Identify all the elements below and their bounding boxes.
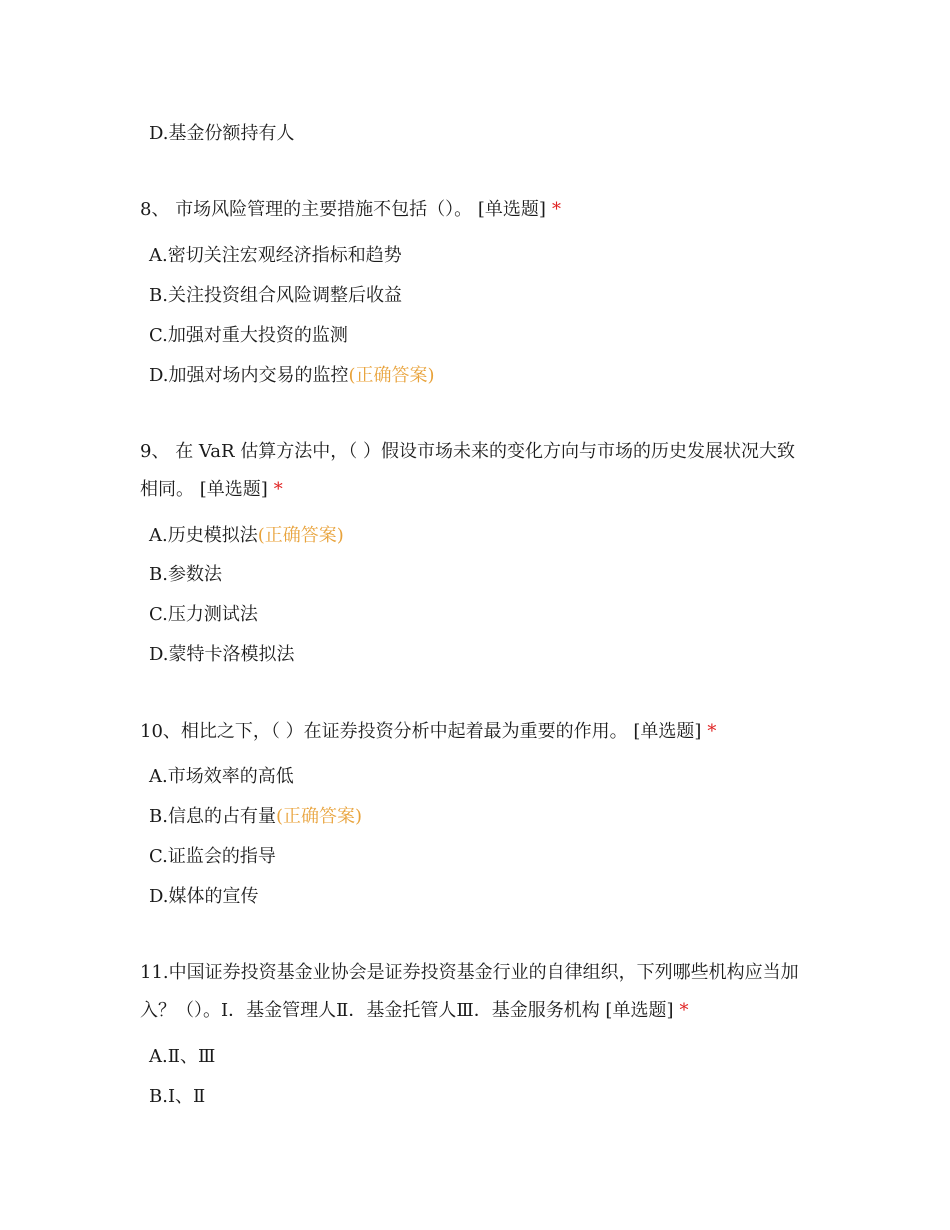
- option-q11-b[interactable]: [149, 1085, 205, 1109]
- option-q8-b[interactable]: [149, 284, 402, 308]
- option-label: D.媒体的宣传: [149, 886, 259, 907]
- question-type: [单选题]: [472, 199, 546, 220]
- question-9-title: [140, 433, 810, 509]
- question-number: 9、: [140, 441, 176, 462]
- option-label: D.蒙特卡洛模拟法: [149, 644, 295, 665]
- required-marker: *: [551, 199, 561, 220]
- question-type: [单选题]: [599, 1000, 674, 1021]
- option-label: B.信息的占有量: [149, 806, 276, 827]
- question-type: [单选题]: [627, 721, 702, 742]
- option-q9-c[interactable]: [149, 603, 258, 627]
- option-q9-b[interactable]: [149, 563, 222, 587]
- option-q8-c[interactable]: [149, 324, 348, 348]
- option-q8-d[interactable]: [149, 364, 435, 388]
- required-marker: *: [273, 479, 283, 500]
- option-label: A.历史模拟法: [149, 525, 258, 546]
- question-text: 在 VaR 估算方法中，（ ）假设市场未来的变化方向与市场的历史发展状况大致相同。: [140, 441, 795, 500]
- question-number: 10、: [140, 721, 181, 742]
- option-q10-a[interactable]: [149, 765, 294, 789]
- option-label: D.基金份额持有人: [149, 123, 295, 144]
- question-text: 市场风险管理的主要措施不包括（）。: [175, 199, 473, 220]
- question-10-title: [140, 720, 716, 744]
- question-type: [单选题]: [194, 479, 268, 500]
- option-label: B.关注投资组合风险调整后收益: [149, 285, 402, 306]
- question-8-title: [140, 198, 561, 222]
- question-number: 11.: [140, 962, 169, 983]
- option-q11-a[interactable]: [149, 1045, 215, 1069]
- option-label: C.加强对重大投资的监测: [149, 325, 348, 346]
- correct-answer-tag: (正确答案): [275, 806, 362, 827]
- option-label: A.密切关注宏观经济指标和趋势: [149, 245, 402, 266]
- correct-answer-tag: (正确答案): [348, 365, 435, 386]
- option-q7-d[interactable]: [149, 122, 295, 146]
- question-11-title: [140, 954, 810, 1030]
- option-label: C.压力测试法: [149, 604, 258, 625]
- option-label: B.Ⅰ、Ⅱ: [149, 1086, 206, 1107]
- option-q9-a[interactable]: [149, 524, 344, 548]
- option-label: C.证监会的指导: [149, 846, 276, 867]
- option-q9-d[interactable]: [149, 643, 295, 667]
- option-label: D.加强对场内交易的监控: [149, 365, 349, 386]
- question-number: 8、: [140, 199, 176, 220]
- option-q10-d[interactable]: [149, 885, 259, 909]
- option-label: A.Ⅱ、Ⅲ: [149, 1046, 216, 1067]
- option-label: B.参数法: [149, 564, 222, 585]
- required-marker: *: [707, 721, 717, 742]
- required-marker: *: [679, 1000, 689, 1021]
- option-q8-a[interactable]: [149, 244, 402, 268]
- question-text: 相比之下，（ ）在证券投资分析中起着最为重要的作用。: [180, 721, 628, 742]
- correct-answer-tag: (正确答案): [257, 525, 344, 546]
- option-q10-c[interactable]: [149, 845, 276, 869]
- option-label: A.市场效率的高低: [149, 766, 294, 787]
- option-q10-b[interactable]: [149, 805, 362, 829]
- question-text: 中国证券投资基金业协会是证券投资基金行业的自律组织，下列哪些机构应当加入？（）。Ⅰ．基金管理人Ⅱ．基金托管人Ⅲ．基金服务机构: [140, 962, 799, 1021]
